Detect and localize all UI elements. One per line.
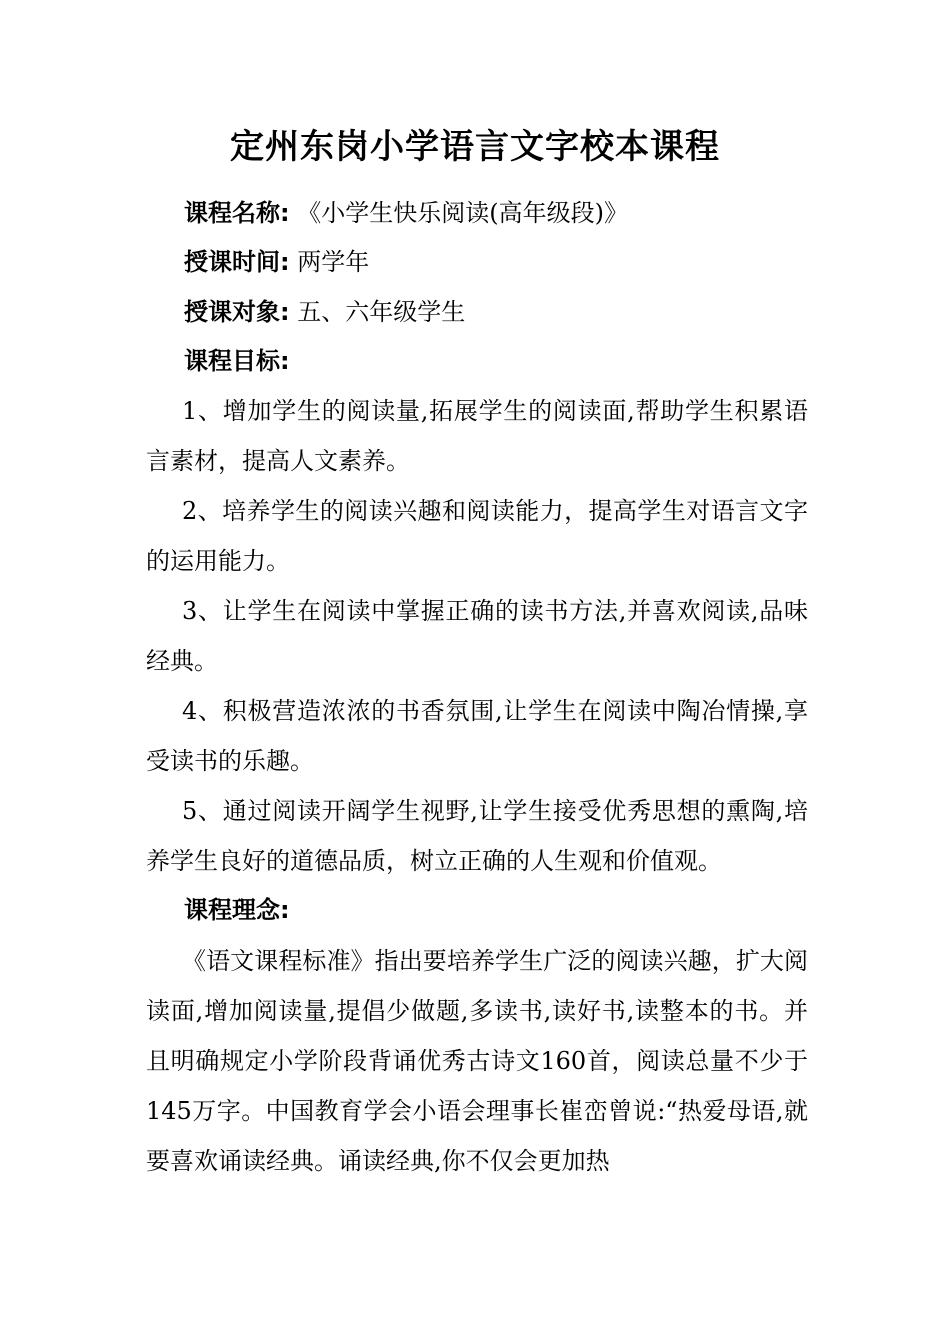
goals-heading: 课程目标: bbox=[184, 347, 290, 375]
course-audience-label: 授课对象: bbox=[184, 298, 290, 326]
course-time-value: 两学年 bbox=[297, 248, 370, 276]
course-audience-value: 五、六年级学生 bbox=[297, 298, 466, 326]
concept-heading: 课程理念: bbox=[184, 896, 290, 924]
course-audience-row bbox=[184, 295, 465, 329]
goal-item: 2、培养学生的阅读兴趣和阅读能力，提高学生对语言文字的运用能力。 bbox=[146, 497, 808, 575]
course-time-label: 授课时间: bbox=[184, 248, 290, 276]
concept-paragraph: 《语文课程标准》指出要培养学生广泛的阅读兴趣，扩大阅读面,增加阅读量,提倡少做题,多读书,读好书,读整本的书。并且明确规定小学阶段背诵优秀古诗文160首，阅读总量不少于145万字。中国教育学会小语会理事长崔峦曾说:“热爱母语,就要喜欢诵读经典。诵读经典,你不仅会更加热 bbox=[146, 947, 808, 1175]
goal-item: 5、通过阅读开阔学生视野,让学生接受优秀思想的熏陶,培养学生良好的道德品质，树立正确的人生观和价值观。 bbox=[146, 797, 808, 875]
course-name-label: 课程名称: bbox=[184, 199, 290, 227]
document-title: 定州东岗小学语言文字校本课程 bbox=[230, 127, 720, 167]
goal-item: 1、增加学生的阅读量,拓展学生的阅读面,帮助学生积累语言素材，提高人文素养。 bbox=[146, 397, 808, 475]
course-time-row bbox=[184, 245, 369, 279]
goal-item: 3、让学生在阅读中掌握正确的读书方法,并喜欢阅读,品味经典。 bbox=[146, 597, 808, 675]
course-name-value: 《小学生快乐阅读(高年级段)》 bbox=[297, 199, 628, 227]
course-name-row bbox=[184, 196, 628, 230]
goal-item: 4、积极营造浓浓的书香氛围,让学生在阅读中陶冶情操,享受读书的乐趣。 bbox=[146, 697, 808, 775]
